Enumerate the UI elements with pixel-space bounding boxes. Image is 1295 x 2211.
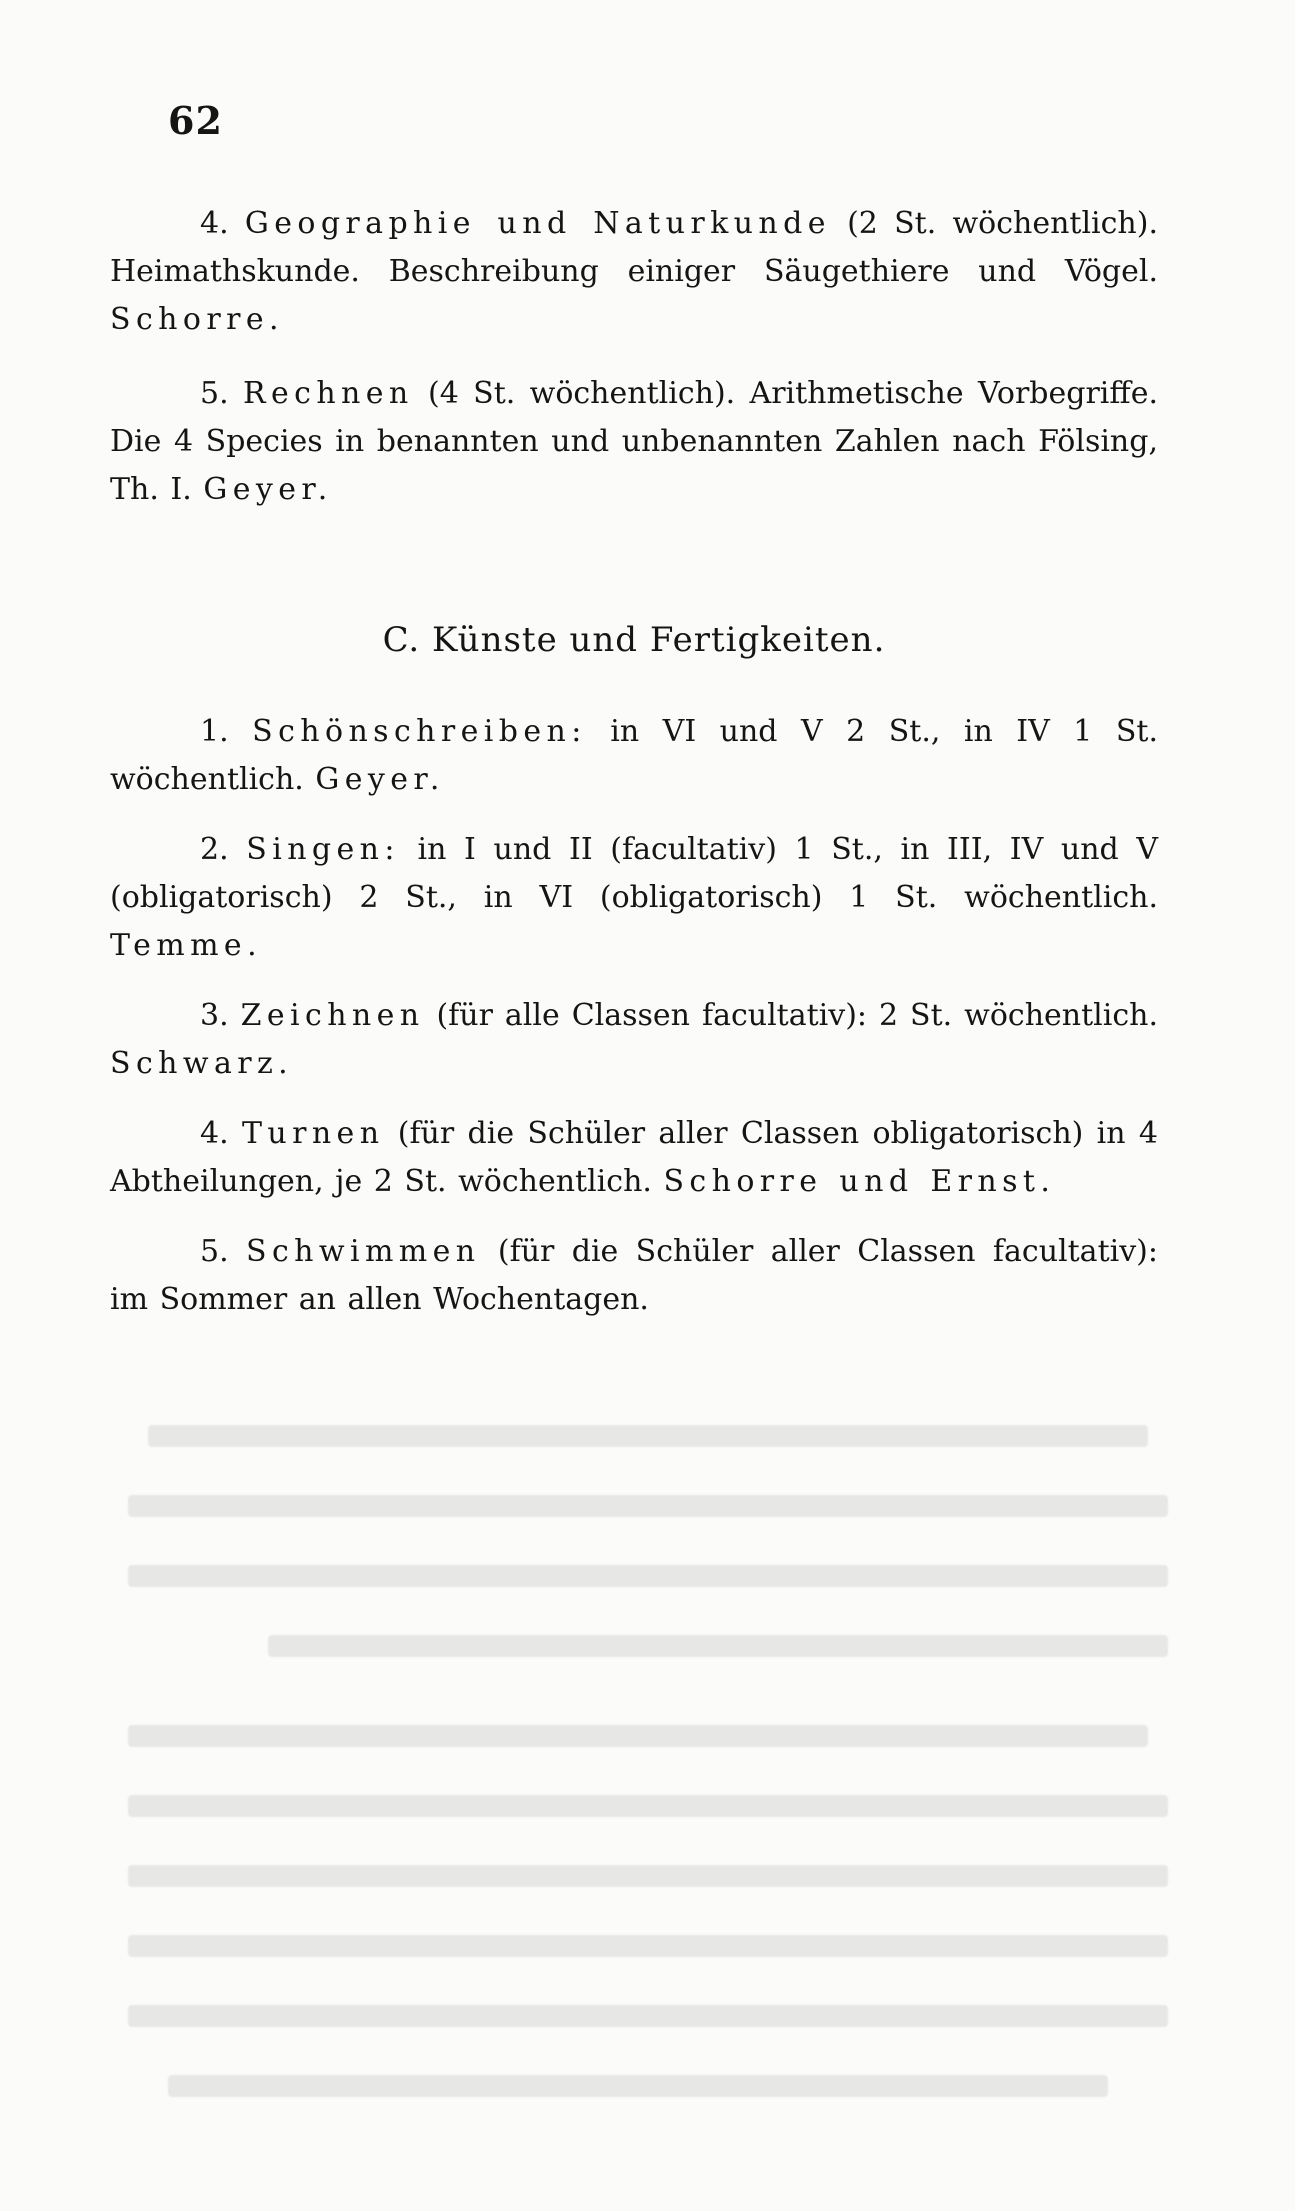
page-number: 62 [168,98,223,143]
item-title: Turnen [241,1116,385,1151]
teacher-name: Geyer. [203,472,333,507]
item-number: 2. [200,832,229,867]
bleed-through-texture [108,1405,1168,2121]
paragraph-turnen [110,1110,1158,1206]
item-number: 3. [200,998,229,1033]
item-title: Schönschreiben: [252,714,587,749]
item-text: in I und II (facultativ) 1 St., in III, IV und V (obligatorisch) 2 St., in VI (obligatorisch) 1 St. wöchentlich. [110,832,1159,915]
item-text: (für die Schüler aller Classen facultativ): im Sommer an allen Wochentagen. [110,1234,1158,1317]
item-number: 4. [200,1116,229,1151]
paragraph-rechnen [110,370,1158,514]
paragraph-singen [110,826,1158,970]
paragraph-schoenschreiben [110,708,1158,804]
paragraph-geographie [110,200,1158,344]
item-number: 5. [200,376,229,411]
teacher-name: Schwarz. [110,1046,294,1081]
item-text: (4 St. wöchentlich). Arithmetische Vorbegriffe. Die 4 Species in benannten und unbenannten Zahlen nach Fölsing, Th. I. [110,376,1158,507]
teacher-name: Schorre. [110,302,284,337]
item-title: Geographie und Naturkunde [244,206,831,241]
lower-text [110,708,1158,1324]
item-title: Schwimmen [246,1234,481,1269]
item-title: Rechnen [242,376,414,411]
teacher-name: Temme. [110,928,263,963]
item-text: in VI und V 2 St., in IV 1 St. wöchentlich. [110,714,1159,797]
teacher-name: Schorre und Ernst. [663,1164,1056,1199]
item-text: (für die Schüler aller Classen obligatorisch) in 4 Abtheilungen, je 2 St. wöchentlich. [110,1116,1158,1199]
item-title: Singen: [246,832,400,867]
paragraph-zeichnen [110,992,1158,1088]
upper-text [110,200,1158,514]
teacher-name: Geyer. [315,762,445,797]
item-number: 4. [200,206,229,241]
section-heading: C. Künste und Fertigkeiten. [382,620,886,660]
item-title: Zeichnen [240,998,425,1033]
item-number: 5. [200,1234,229,1269]
paragraph-schwimmen [110,1228,1158,1324]
item-text: (für alle Classen facultativ): 2 St. wöchentlich. [424,998,1158,1033]
bleed-through-lines [108,1405,1168,2105]
item-text: (2 St. wöchentlich). Heimathskunde. Beschreibung einiger Säugethiere und Vögel. [110,206,1158,289]
item-number: 1. [200,714,229,749]
